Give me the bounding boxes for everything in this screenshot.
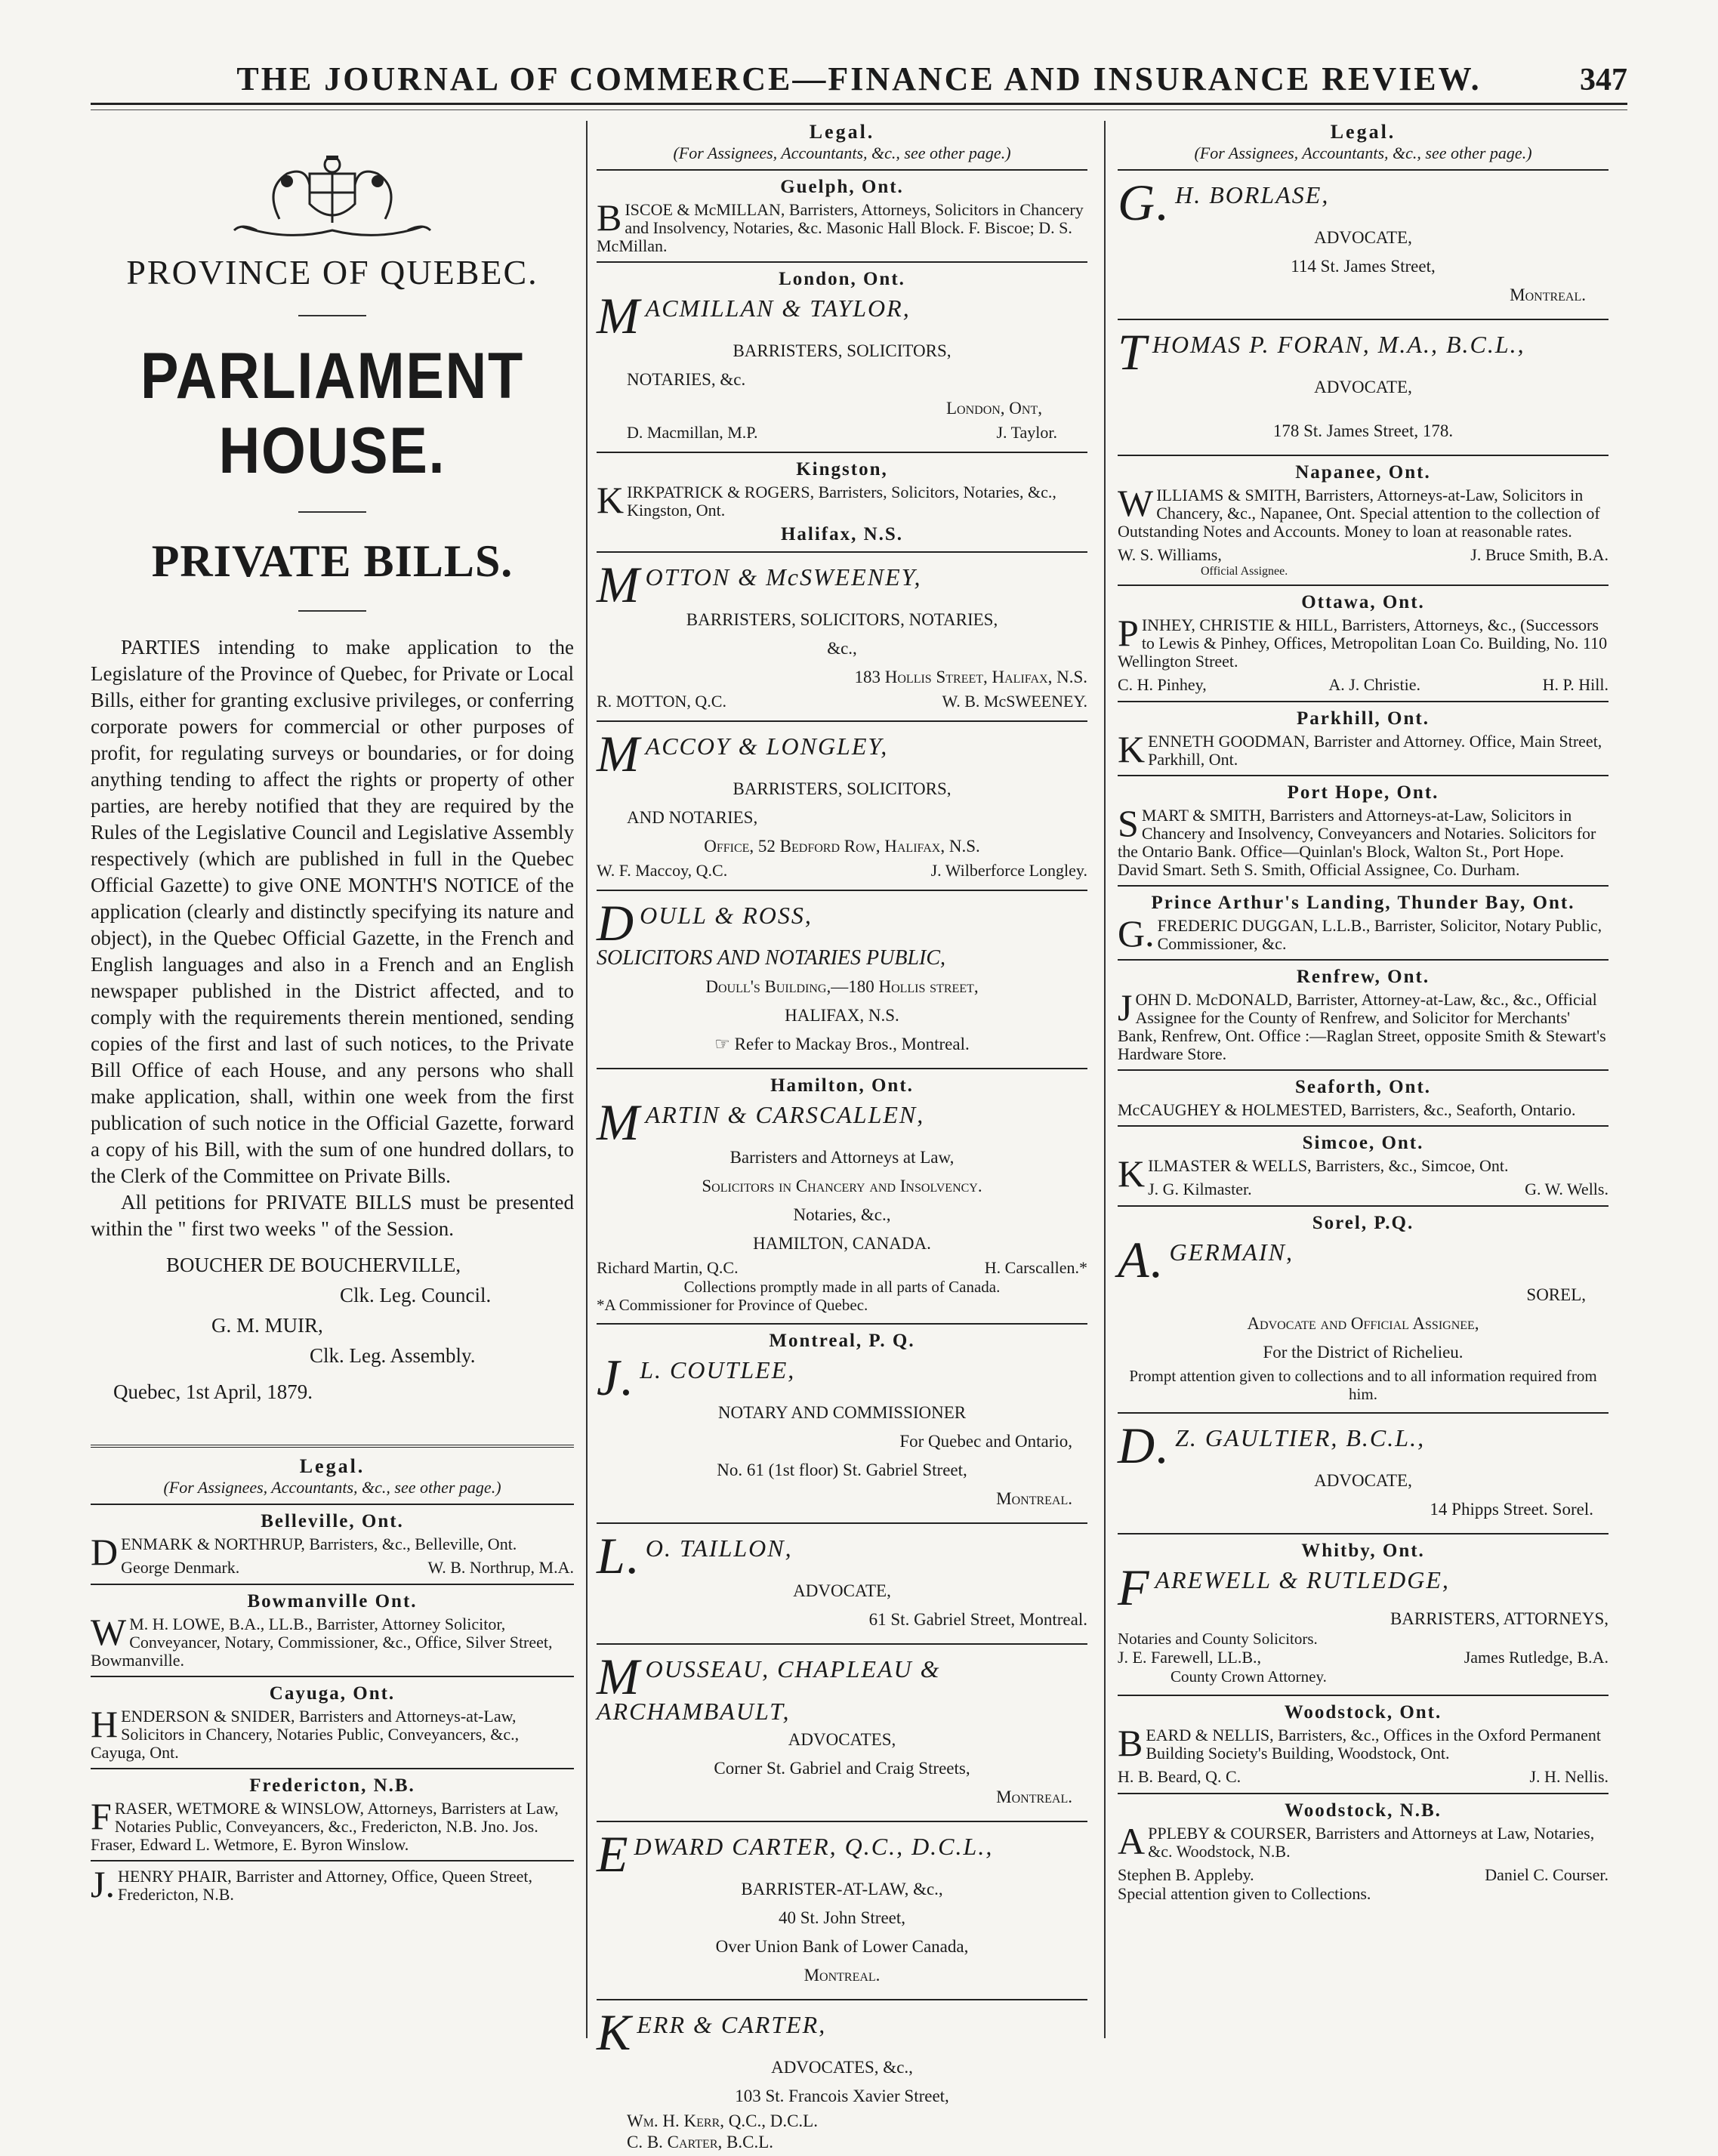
divider	[597, 890, 1087, 891]
professional-card: J. L. COUTLEE, NOTARY AND COMMISSIONER For Quebec and Ontario, No. 61 (1st floor) St. Gabriel Street, Montreal.	[597, 1349, 1072, 1508]
place-heading: Renfrew, Ont.	[1296, 967, 1430, 987]
private-bills-heading: PRIVATE BILLS.	[151, 536, 514, 586]
legal-subheading: (For Assignees, Accountants, &c., see other page.)	[1194, 143, 1532, 162]
divider	[1118, 959, 1609, 961]
divider	[597, 1522, 1087, 1524]
professional-card: FAREWELL & RUTLEDGE, BARRISTERS, ATTORNEYS, Notaries and County Solicitors. J. E. Farewell, LL.B., James Rutledge, B.A. County Crown Attorney.	[1118, 1559, 1609, 1686]
section-rule	[91, 1445, 574, 1448]
header-rule	[91, 103, 1627, 105]
place-heading: Sorel, P.Q.	[1312, 1213, 1414, 1233]
professional-card: MOUSSEAU, CHAPLEAU & ARCHAMBAULT, ADVOCATES, Corner St. Gabriel and Craig Streets, Montreal.	[597, 1648, 1072, 1806]
directory-entry: McCAUGHEY & HOLMESTED, Barristers, &c., Seaforth, Ontario.	[1118, 1100, 1576, 1119]
place-heading: Fredericton, N.B.	[249, 1775, 415, 1796]
directory-entry: WILLIAMS & SMITH, Barristers, Attorneys-at-Law, Solicitors in Chancery, &c., Napanee, Ont. Special attention to the collection of Outstanding Notes and Accounts. Money to loan at reasonable rates.	[1118, 482, 1600, 541]
province-heading: PROVINCE OF QUEBEC.	[126, 253, 538, 291]
signatory-title: Clk. Leg. Council.	[340, 1284, 492, 1306]
divider	[597, 1068, 1087, 1069]
directory-entry: KIRKPATRICK & ROGERS, Barristers, Solicitors, Notaries, &c., Kingston, Ont.	[597, 479, 1056, 521]
divider	[597, 551, 1087, 553]
journal-title: THE JOURNAL OF COMMERCE—FINANCE AND INSURANCE REVIEW.	[236, 60, 1482, 97]
directory-entry: W M. H. LOWE, B.A., LL.B., Barrister, Attorney Solicitor, Conveyancer, Notary, Commissioner, &c., Office, Silver Street, Bowmanville.	[91, 1611, 553, 1670]
divider	[1118, 455, 1609, 456]
professional-card: G. H. BORLASE, ADVOCATE, 114 St. James Street, Montreal.	[1118, 174, 1586, 304]
divider	[1118, 1069, 1609, 1071]
page-number: 347	[1580, 63, 1627, 97]
column-divider	[586, 121, 588, 2038]
directory-entry: JOHN D. McDONALD, Barrister, Attorney-at-Law, &c., &c., Official Assignee for the County of Renfrew, and Solicitor for Merchants' Bank, Renfrew, Ont. Office :—Raglan Street, opposite Smith & Stewart's Hardware Store.	[1118, 986, 1606, 1063]
divider	[91, 1768, 574, 1769]
divider	[1118, 1205, 1609, 1207]
place-heading: Hamilton, Ont.	[770, 1075, 914, 1096]
legal-heading: Legal.	[809, 121, 875, 143]
place-heading: Bowmanville Ont.	[247, 1591, 418, 1612]
legal-subheading: (For Assignees, Accountants, &c., see other page.)	[163, 1478, 501, 1497]
professional-card: L. O. TAILLON, ADVOCATE, 61 St. Gabriel Street, Montreal.	[597, 1527, 1087, 1629]
place-heading: Whitby, Ont.	[1301, 1541, 1425, 1561]
place-heading: Port Hope, Ont.	[1287, 782, 1439, 803]
place-heading: London, Ont.	[779, 269, 905, 289]
signatory: G. M. MUIR,	[211, 1314, 323, 1337]
signatory-title: Clk. Leg. Assembly.	[310, 1344, 476, 1367]
directory-entry: BEARD & NELLIS, Barristers, &c., Offices in the Oxford Permanent Building Society's Building, Woodstock, Ont.	[1118, 1722, 1601, 1764]
notice-paragraph: PARTIES intending to make application to the Legislature of the Province of Quebec, for Private or Local Bills, either for granting exclusive privileges, or conferring corporate powers for commercial or other purposes of profit, for regulating surveys or boundaries, or for doing anything tending to affect the rights or property of other parties, are hereby notified that they are required by the Rules of the Legislative Council and Legislative Assembly respectively (which are published in full in the Quebec Official Gazette) to give ONE MONTH'S NOTICE of the application (clearly and distinctly specifying its nature and object), in the Quebec Official Gazette, in the French and English languages and also in a French and an English newspaper published in the District affected, and to comply with the requirements therein mentioned, sending copies of the first and last of such notices, to the Private Bill Office of each House, and any persons who shall make application, shall, within one week from the first publication of such notice in the Official Gazette, forward a copy of his Bill, with the sum of one hundred dollars, to the Clerk of the Committee on Private Bills.	[91, 636, 574, 1187]
place-heading: Simcoe, Ont.	[1302, 1133, 1424, 1153]
signatures	[91, 1250, 574, 1407]
professional-card: KERR & CARTER, ADVOCATES, &c., 103 St. Francois Xavier Street, Wm. H. Kerr, Q.C., D.C.L. C. B. Carter, B.C.L.	[597, 2003, 949, 2151]
divider	[597, 261, 1087, 263]
divider	[1118, 584, 1609, 586]
divider	[597, 452, 1087, 453]
divider	[91, 1504, 574, 1505]
divider	[1118, 319, 1609, 320]
professional-card: MACCOY & LONGLEY, BARRISTERS, SOLICITORS, AND NOTARIES, Office, 52 Bedford Row, Halifax, N.S. W. F. Maccoy, Q.C. J. Wilberforce Longley.	[597, 725, 1087, 880]
professional-card: MARTIN & CARSCALLEN, Barristers and Attorneys at Law, Solicitors in Chancery and Insolvency. Notaries, &c., HAMILTON, CANADA. Richard Martin, Q.C. H. Carscallen.* Collections promptly made in all parts of Canada. *A Commissioner for Province of Quebec.	[597, 1093, 1087, 1314]
notice-paragraph: All petitions for PRIVATE BILLS must be presented within the " first two weeks " of the Session.	[91, 1191, 574, 1240]
directory-entry: PINHEY, CHRISTIE & HILL, Barristers, Attorneys, &c., (Successors to Lewis & Pinhey, Offices, Metropolitan Loan Co. Building, No. 110 Wellington Street.	[1118, 612, 1608, 671]
professional-card: MACMILLAN & TAYLOR, BARRISTERS, SOLICITORS, NOTARIES, &c. London, Ont, D. Macmillan, M.P. J. Taylor.	[597, 287, 1057, 442]
divider	[91, 1676, 574, 1677]
divider	[298, 511, 366, 513]
directory-entry: SMART & SMITH, Barristers and Attorneys-at-Law, Solicitors in Chancery and Insolvency, Conveyancers and Notaries. Solicitors for the Ontario Bank. Office—Quinlan's Block, Walton St., Port Hope. David Smart. Seth S. Smith, Official Assignee, Co. Durham.	[1118, 802, 1596, 879]
divider	[1118, 775, 1609, 776]
header-rule-thin	[91, 109, 1627, 110]
entry-names: George Denmark. W. B. Northrup, M.A.	[121, 1558, 574, 1577]
place-heading: Cayuga, Ont.	[269, 1683, 396, 1704]
place-heading: Seaforth, Ont.	[1294, 1077, 1432, 1097]
directory-entry: KENNETH GOODMAN, Barrister and Attorney. Office, Main Street, Parkhill, Ont.	[1118, 728, 1602, 770]
directory-entry: KILMASTER & WELLS, Barristers, &c., Simcoe, Ont.	[1118, 1152, 1509, 1195]
professional-card: DOULL & ROSS, SOLICITORS AND NOTARIES PUBLIC, Doull's Building,—180 Hollis street, HALIFAX, N.S. ☞ Refer to Mackay Bros., Montreal.	[597, 894, 979, 1053]
place-heading: Belleville, Ont.	[261, 1511, 404, 1531]
place-heading: Guelph, Ont.	[780, 177, 904, 197]
professional-card: MOTTON & McSWEENEY, BARRISTERS, SOLICITORS, NOTARIES, &c., 183 Hollis Street, Halifax, N.S. R. MOTTON, Q.C. W. B. McSWEENEY.	[597, 556, 1087, 711]
divider	[91, 1860, 574, 1861]
divider	[1118, 1533, 1609, 1534]
divider	[597, 1643, 1087, 1645]
place-heading: Napanee, Ont.	[1295, 462, 1431, 483]
column-middle	[597, 121, 1087, 2151]
directory-entry: APPLEBY & COURSER, Barristers and Attorneys at Law, Notaries, &c. Woodstock, N.B.	[1118, 1820, 1595, 1862]
professional-card: EDWARD CARTER, Q.C., D.C.L., BARRISTER-AT-LAW, &c., 40 St. John Street, Over Union Bank of Lower Canada, Montreal.	[597, 1825, 994, 1985]
legal-subheading: (For Assignees, Accountants, &c., see other page.)	[673, 143, 1011, 162]
divider	[1118, 169, 1609, 171]
notice-date: Quebec, 1st April, 1879.	[113, 1380, 313, 1403]
divider	[1118, 701, 1609, 702]
place-heading: Woodstock, Ont.	[1284, 1702, 1442, 1723]
place-heading: Prince Arthur's Landing, Thunder Bay, Ont.	[1151, 893, 1575, 913]
directory-entry: FRASER, WETMORE & WINSLOW, Attorneys, Barristers at Law, Notaries Public, Conveyancers, &c., Fredericton, N.B. Jno. Jos. Fraser, Edward L. Wetmore, E. Byron Winslow.	[91, 1795, 559, 1854]
directory-entry: J. HENRY PHAIR, Barrister and Attorney, Office, Queen Street, Fredericton, N.B.	[91, 1863, 533, 1905]
divider	[1118, 1695, 1609, 1696]
place-heading: Kingston,	[796, 459, 888, 480]
directory-entry: G. FREDERIC DUGGAN, L.L.B., Barrister, Solicitor, Notary Public, Commissioner, &c.	[1118, 912, 1602, 955]
directory-entry: HENDERSON & SNIDER, Barristers and Attorneys-at-Law, Solicitors in Chancery, Notaries Public, Conveyancers, &c., Cayuga, Ont.	[91, 1703, 520, 1762]
column-divider	[1104, 121, 1106, 2038]
directory-entry: DENMARK & NORTHRUP, Barristers, &c., Belleville, Ont.	[91, 1531, 517, 1573]
private-bills-notice	[91, 634, 574, 1242]
legal-heading: Legal.	[1330, 121, 1396, 143]
professional-card: THOMAS P. FORAN, M.A., B.C.L., ADVOCATE, 178 St. James Street, 178.	[1118, 323, 1525, 440]
divider	[1118, 885, 1609, 887]
divider	[597, 1999, 1087, 2000]
running-head	[91, 45, 1627, 98]
place-heading: Halifax, N.S.	[780, 524, 904, 544]
place-heading: Ottawa, Ont.	[1301, 592, 1425, 612]
divider	[298, 315, 366, 316]
signatory: BOUCHER DE BOUCHERVILLE,	[166, 1254, 461, 1276]
divider	[1118, 1412, 1609, 1414]
column-left	[91, 121, 574, 2038]
pointing-hand-icon: ☞	[714, 1035, 735, 1053]
place-heading: Montreal, P. Q.	[769, 1331, 915, 1351]
place-heading: Woodstock, N.B.	[1285, 1800, 1442, 1821]
professional-card: A. GERMAIN, SOREL, Advocate and Official Assignee, For the District of Richelieu. Prompt attention given to collections and to all information required from him.	[1118, 1231, 1597, 1403]
divider	[597, 1821, 1087, 1822]
professional-card: D. Z. GAULTIER, B.C.L., ADVOCATE, 14 Phipps Street. Sorel.	[1118, 1417, 1593, 1519]
divider	[1118, 1793, 1609, 1794]
place-heading: Parkhill, Ont.	[1297, 708, 1430, 729]
legal-heading: Legal.	[299, 1455, 365, 1477]
directory-entry: BISCOE & McMILLAN, Barristers, Attorneys, Solicitors in Chancery and Insolvency, Notaries, &c. Masonic Hall Block. F. Biscoe; D. S. McMillan.	[597, 196, 1084, 255]
royal-coat-of-arms-icon	[196, 151, 468, 242]
divider	[597, 720, 1087, 722]
divider	[91, 1584, 574, 1585]
divider	[1118, 1125, 1609, 1127]
divider	[597, 169, 1087, 171]
column-right: Legal. (For Assignees, Accountants, &c., see other page.) G. H. BORLASE, ADVOCATE, 114 St. James Street, Montreal. THOMAS P. FORAN, M.A., B.C.L., ADVOCATE, 178 St. James Street, 178. Napanee, Ont. WILLIAMS & SMITH, Barristers, Attorneys-at-Law, Solicitors in Chancery, &c., Napanee, Ont. Special attention to the collection of Outstanding Notes and Accounts. Money to loan at reasonable rates. W. S. Williams, J. Bruce Smith, B.A. Official Assignee. Ottawa, Ont. PINHEY, CHRISTIE & HILL, Barristers, Attorneys, &c., (Successors to Lewis & Pinhey, Offices, Metropolitan Loan Co. Building, No. 110 Wellington Street. C. H. Pinhey, A. J. Christie. H. P. Hill. Parkhill, Ont. KENNETH GOODMAN, Barrister and Attorney. Office, Main Street, Parkhill, Ont. Port Hope, Ont. SMART & SMITH, Barristers and Attorneys-at-Law, Solicitors in Chancery and Insolvency, Conveyancers and Notaries. Solicitors for the Ontario Bank. Office—Quinlan's Block, Walton St., Port Hope. David Smart. Seth S. Smith, Official Assignee, Co. Durham. Prince Arthur's Landing, Thunder Bay, Ont. G. FREDERIC DUGGAN, L.L.B., Barrister, Solicitor, Notary Public, Commissioner, &c. Renfrew, Ont. JOHN D. McDONALD, Barrister, Attorney-at-Law, &c., &c., Official Assignee for the County of Renfrew, and Solicitor for Merchants' Bank, Renfrew, Ont. Office :—Raglan Street, opposite Smith & Stewart's Hardware Store. Seaforth, Ont. McCAUGHEY & HOLMESTED, Barristers, &c., Seaforth, Ontario. Simcoe, Ont. KILMASTER & WELLS, Barristers, &c., Simcoe, Ont. J. G. Kilmaster. G. W. Wells. Sorel, P.Q. A. GERMAIN, SOREL, Advocate and Official Assignee, For the District of Richelieu. Prompt attention given to collections and to all information required from him. D. Z. GAULTIER, B.C.L., ADVOCATE, 14 Phipps Street. Sorel. Whitby, Ont. FAREWELL & RUTLEDGE, BARRISTERS, ATTORNEYS, Notaries and County Solicitors. J. E. Farewell, LL.B., James Rutledge, B.A. County Crown Attorney. Woodstock, Ont. BEARD & NELLIS, Barristers, &c., Offices in the Oxford Permanent Building Society's Building, Woodstock, Ont. H. B. Beard, Q. C. J. H. Nellis. Woodstock, N.B. APPLEBY & COURSER, Barristers and Attorneys at Law, Notaries, &c. Woodstock, N.B. Stephen B. Appleby. Daniel C. Courser. Special attention given to Collections.	[1118, 121, 1609, 1903]
divider	[298, 610, 366, 612]
divider	[597, 1323, 1087, 1325]
parliament-heading: PARLIAMENT HOUSE.	[140, 340, 525, 487]
